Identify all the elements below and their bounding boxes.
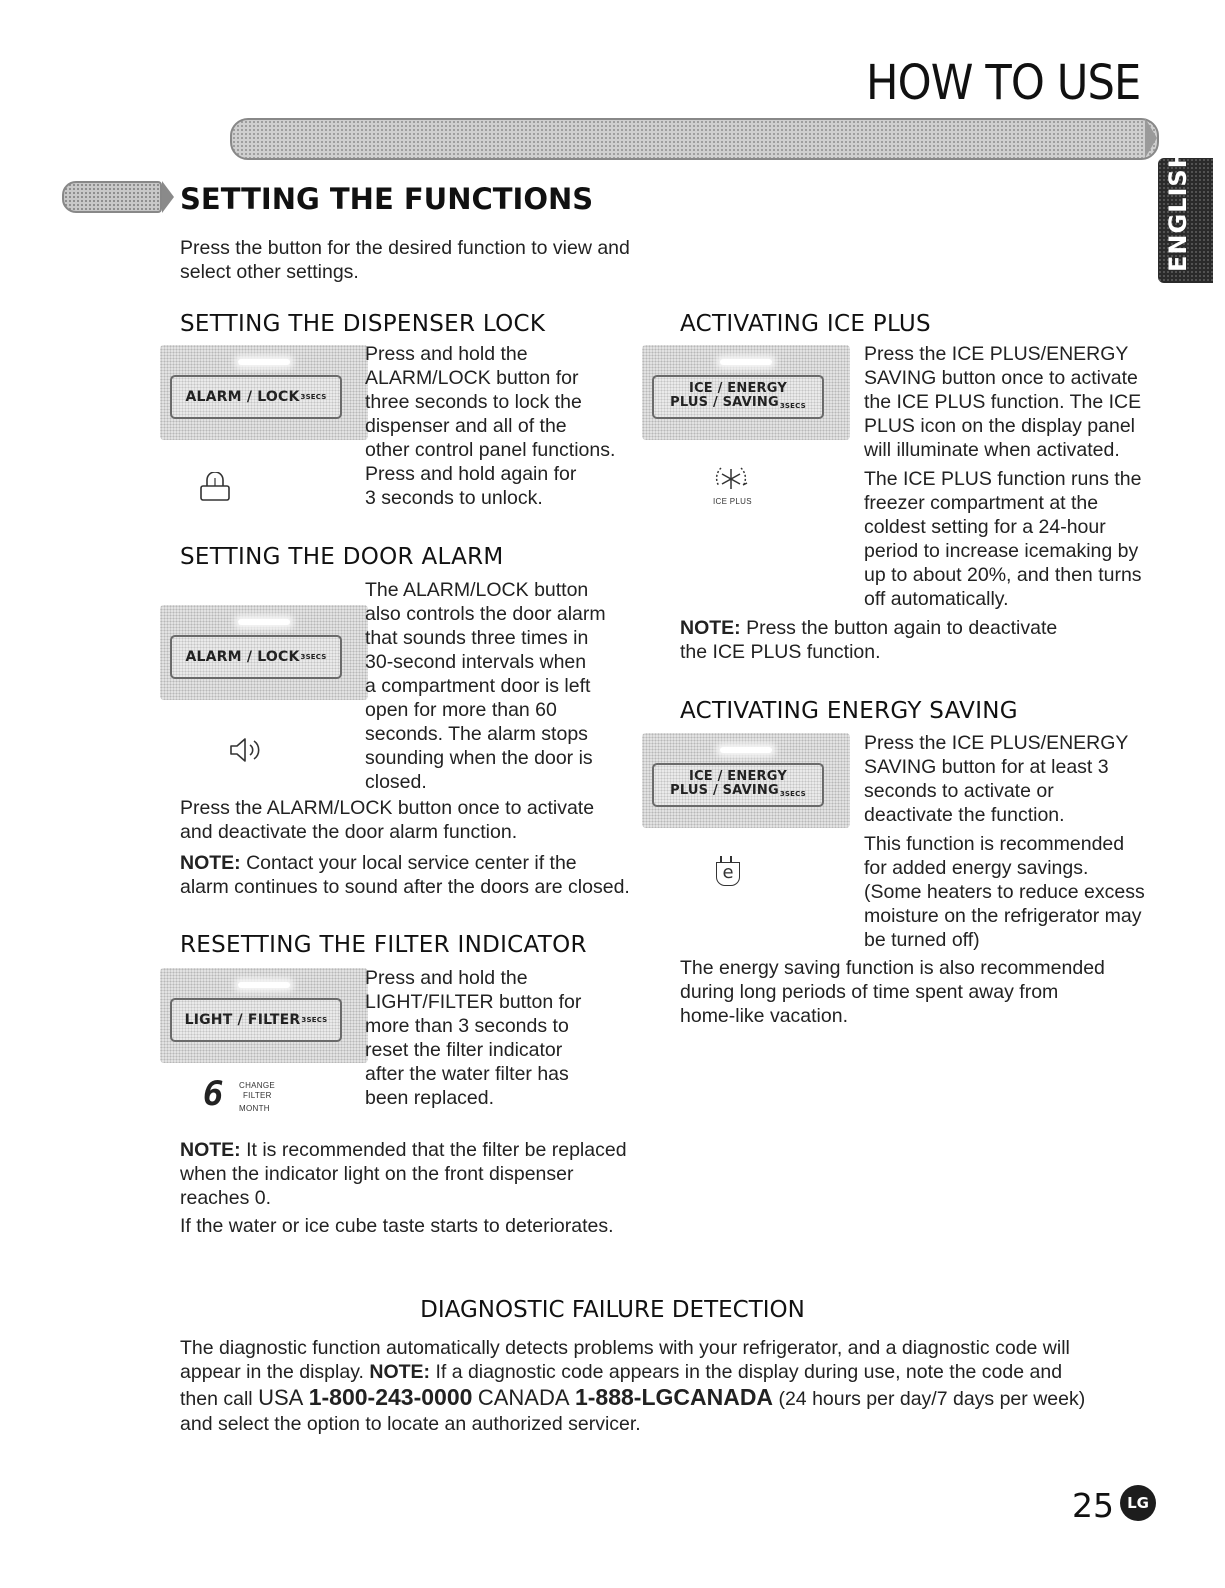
filter-extra-text: If the water or ice cube taste starts to deteriorates. [180, 1215, 614, 1237]
text-line: This function is recommended [864, 833, 1125, 855]
text-line: sounding when the door is [365, 747, 593, 769]
ice-energy-button-graphic: ICE / ENERGY PLUS / SAVING3SECS [652, 763, 824, 807]
note-label: NOTE: [180, 1139, 241, 1161]
language-tab-label: ENGLISH [1164, 147, 1192, 272]
text-line: that sounds three times in [365, 627, 589, 649]
note-text: when the indicator light on the front dispenser [180, 1163, 574, 1185]
text-line: seconds to activate or [864, 780, 1054, 802]
text-line: SAVING button for at least 3 [864, 756, 1109, 778]
energy-saving-icon [716, 856, 742, 888]
text-line: and deactivate the door alarm function. [180, 821, 518, 843]
text-line: open for more than 60 [365, 699, 557, 721]
ice-energy-panel-image [642, 733, 850, 828]
text-line: freezer compartment at the [864, 492, 1099, 514]
header-bar-tip [1145, 118, 1157, 158]
text-line: The energy saving function is also recommended [680, 957, 1105, 979]
text-line: Press the ALARM/LOCK button once to activate [180, 797, 595, 819]
text-line: Press and hold again for [365, 463, 577, 485]
door-alarm-note [180, 851, 630, 899]
indicator-lights [238, 982, 290, 988]
text-line: for added energy savings. [864, 857, 1089, 879]
door-alarm-after-text [180, 796, 594, 844]
canada-phone: 1-888-LGCANADA [574, 1384, 774, 1410]
intro-text [180, 236, 630, 284]
note-text: Press the button again to deactivate [740, 617, 1058, 639]
text-line: The diagnostic function automatically detects problems with your refrigerator, and a diagnostic code will [180, 1337, 1070, 1359]
text-line: Press the ICE PLUS/ENERGY [864, 343, 1129, 365]
text-line: PLUS icon on the display panel [864, 415, 1136, 437]
ice-energy-panel-image [642, 345, 850, 440]
filter-text [365, 966, 581, 1110]
usa-phone: 1-800-243-0000 [308, 1384, 473, 1410]
note-label: NOTE: [369, 1361, 431, 1383]
text-line: Press and hold the [365, 967, 528, 989]
light-filter-button-graphic: LIGHT / FILTER 3SECS [170, 998, 342, 1042]
text-line: be turned off) [864, 929, 980, 951]
text-line: will illuminate when activated. [864, 439, 1120, 461]
lg-logo: LG [1120, 1485, 1156, 1521]
canada-label: CANADA [477, 1385, 570, 1410]
door-alarm-heading: SETTING THE DOOR ALARM [180, 544, 504, 570]
note-text: It is recommended that the filter be replaced [240, 1139, 627, 1161]
indicator-lights [720, 747, 772, 753]
text-line: up to about 20%, and then turns [864, 564, 1142, 586]
text-line: LIGHT/FILTER button for [365, 991, 582, 1013]
filter-heading: RESETTING THE FILTER INDICATOR [180, 932, 587, 958]
note-text: Contact your local service center if the [240, 852, 577, 874]
note-label: NOTE: [180, 852, 241, 874]
text-line: Press and hold the [365, 343, 528, 365]
alarm-lock-panel-image [160, 605, 368, 700]
text-line: after the water filter has [365, 1063, 569, 1085]
energy-saving-text [864, 731, 1145, 952]
note-label: NOTE: [680, 617, 741, 639]
ice-plus-heading: ACTIVATING ICE PLUS [680, 311, 931, 337]
text-line: SAVING button once to activate [864, 367, 1138, 389]
light-filter-panel-image [160, 968, 368, 1063]
text-line: other control panel functions. [365, 439, 616, 461]
text-line: moisture on the refrigerator may [864, 905, 1142, 927]
filter-note [180, 1138, 627, 1210]
indicator-lights [720, 359, 772, 365]
text-line: seconds. The alarm stops [365, 723, 588, 745]
text-line: more than 3 seconds to [365, 1015, 569, 1037]
page-number: 25 [1072, 1486, 1114, 1525]
alarm-lock-button-graphic: ALARM / LOCK 3SECS [170, 375, 342, 419]
ice-plus-note [680, 616, 1057, 664]
note-text: the ICE PLUS function. [680, 641, 881, 663]
text-line: closed. [365, 771, 427, 793]
door-alarm-text [365, 578, 606, 794]
text-line: (Some heaters to reduce excess [864, 881, 1145, 903]
note-text: reaches 0. [180, 1187, 272, 1209]
ice-plus-text [864, 342, 1142, 611]
header-bar [230, 118, 1159, 160]
usa-label: USA [258, 1385, 304, 1410]
ice-energy-button-graphic: ICE / ENERGY PLUS / SAVING3SECS [652, 375, 824, 419]
page-header-title: HOW TO USE [866, 55, 1141, 111]
text-line: a compartment door is left [365, 675, 591, 697]
text-line: period to increase icemaking by [864, 540, 1139, 562]
text-line: during long periods of time spent away from [680, 981, 1059, 1003]
text-line: 30-second intervals when [365, 651, 587, 673]
section-marker [62, 181, 162, 213]
text-line: The ICE PLUS function runs the [864, 468, 1142, 490]
text-line: reset the filter indicator [365, 1039, 563, 1061]
filter-digit: 6 [203, 1074, 224, 1114]
energy-glyph: e [716, 862, 740, 886]
filter-icon-label: MONTH [239, 1104, 270, 1113]
dispenser-lock-text [365, 342, 615, 510]
text-line: the ICE PLUS function. The ICE [864, 391, 1142, 413]
text-line: three seconds to lock the [365, 391, 582, 413]
energy-saving-after-text [680, 956, 1105, 1028]
text-line: home-like vacation. [680, 1005, 848, 1027]
diagnostic-text: The diagnostic function automatically detects problems with your refrigerator, and a diagnostic code will appear in the display. NOTE: If a diagnostic code appears in the display during use, note the code and then call USA 1-800-243-0000 CANADA 1-888-LGCANADA (24 hours per day/7 days per week) and select the option to locate an authorized servicer. [180, 1337, 1086, 1435]
intro-line: select other settings. [180, 261, 359, 283]
text-line: 3 seconds to unlock. [365, 487, 543, 509]
lock-icon [198, 472, 232, 502]
text-line: and select the option to locate an authorized servicer. [180, 1413, 641, 1435]
language-tab [1158, 147, 1213, 283]
indicator-lights [238, 359, 290, 365]
text-line: coldest setting for a 24-hour [864, 516, 1106, 538]
speaker-icon [228, 735, 264, 765]
intro-line: Press the button for the desired function to view and [180, 237, 630, 259]
energy-saving-heading: ACTIVATING ENERGY SAVING [680, 698, 1018, 724]
ice-plus-icon-label: ICE PLUS [713, 497, 752, 506]
filter-icon-label: FILTER [243, 1091, 272, 1100]
text-line: also controls the door alarm [365, 603, 606, 625]
text-line: Press the ICE PLUS/ENERGY [864, 732, 1129, 754]
note-text: alarm continues to sound after the doors are closed. [180, 876, 630, 898]
ice-plus-icon [705, 463, 765, 511]
text-line: dispenser and all of the [365, 415, 567, 437]
text-line: The ALARM/LOCK button [365, 579, 589, 601]
text-line: deactivate the function. [864, 804, 1065, 826]
filter-indicator-icon [203, 1076, 283, 1116]
section-title: SETTING THE FUNCTIONS [180, 182, 594, 216]
snowflake-icon [713, 463, 753, 495]
diagnostic-heading: DIAGNOSTIC FAILURE DETECTION [420, 1297, 805, 1323]
filter-icon-label: CHANGE [239, 1081, 276, 1090]
alarm-lock-button-graphic: ALARM / LOCK 3SECS [170, 635, 342, 679]
alarm-lock-panel-image [160, 345, 368, 440]
text-line: been replaced. [365, 1087, 495, 1109]
text-line: off automatically. [864, 588, 1009, 610]
dispenser-lock-heading: SETTING THE DISPENSER LOCK [180, 311, 546, 337]
text-line: ALARM/LOCK button for [365, 367, 579, 389]
indicator-lights [238, 619, 290, 625]
